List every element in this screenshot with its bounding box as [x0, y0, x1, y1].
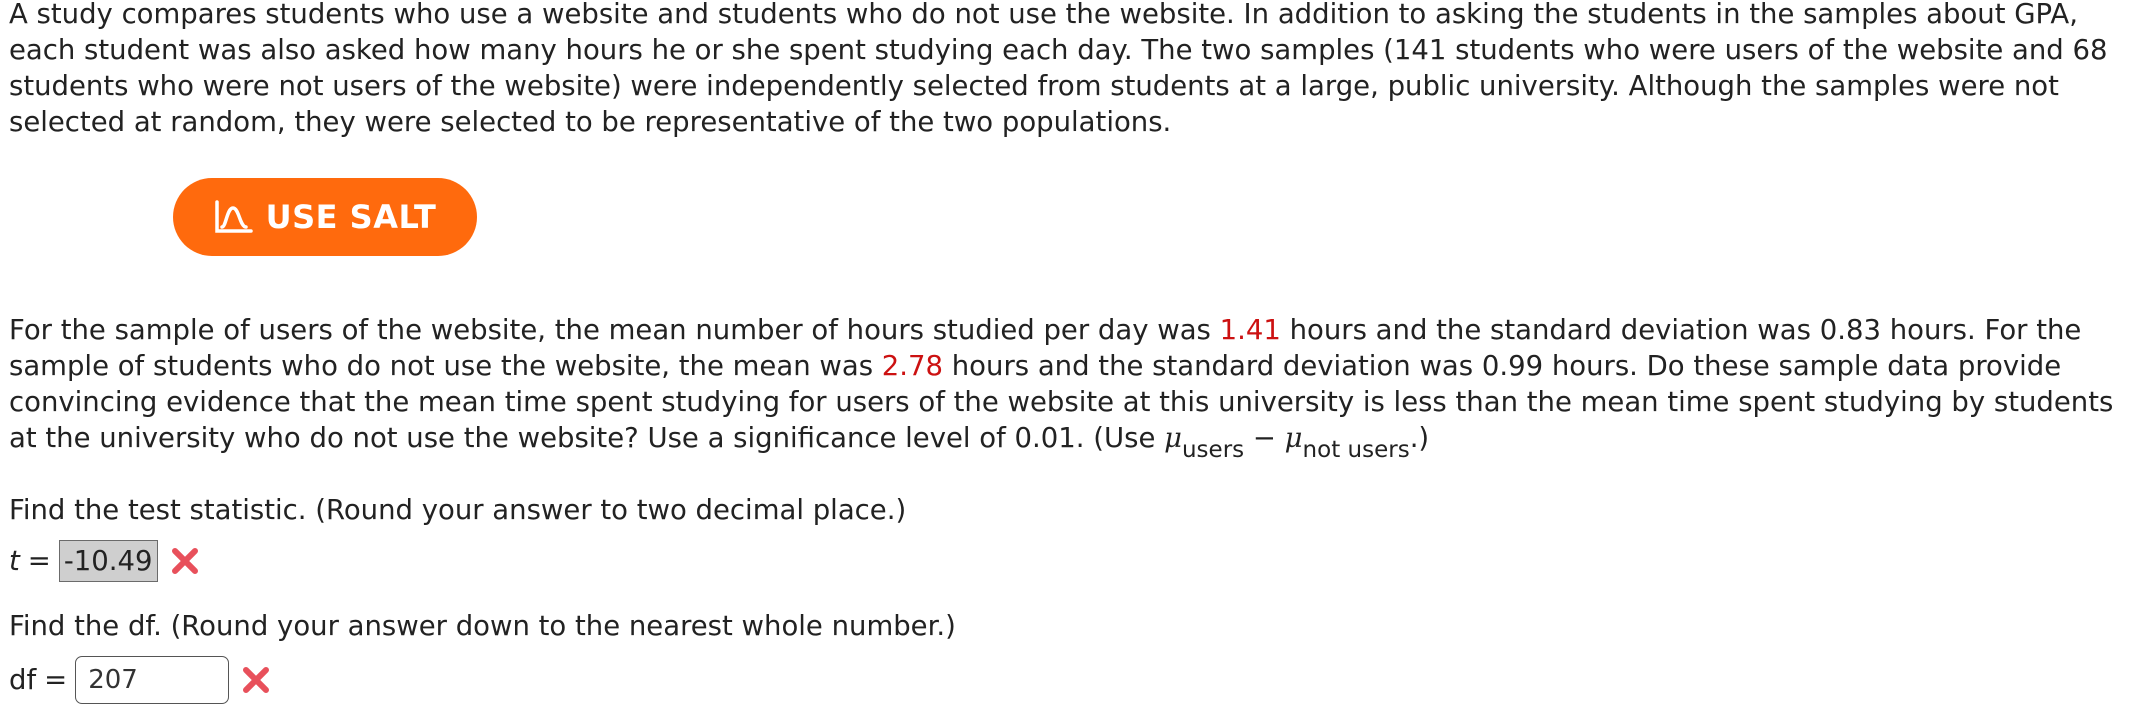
minus-sign: −: [1244, 422, 1285, 454]
incorrect-x-icon: [241, 665, 271, 695]
df-equals-sign: =: [44, 664, 68, 696]
subscript-not-users: not users: [1302, 437, 1410, 463]
salt-chart-icon: [214, 200, 254, 234]
test-statistic-answer-field[interactable]: -10.49: [59, 540, 158, 582]
users-mean-value: 1.41: [1219, 314, 1281, 346]
question-text-1: For the sample of users of the website, the mean number of hours studied per day was: [9, 314, 1220, 346]
df-answer-field[interactable]: 207: [75, 656, 229, 704]
mu-symbol-not-users: μ: [1284, 422, 1303, 454]
test-statistic-answer-row: [9, 539, 200, 583]
question-text-4: .): [1409, 422, 1430, 454]
t-equals-sign: =: [27, 545, 51, 577]
subscript-users: users: [1181, 437, 1245, 463]
test-statistic-prompt: Find the test statistic. (Round your answer to two decimal place.): [9, 494, 907, 526]
mu-symbol-users: μ: [1164, 422, 1182, 454]
df-prompt: Find the df. (Round your answer down to the nearest whole number.): [9, 610, 956, 642]
use-salt-button[interactable]: [173, 178, 477, 256]
t-variable-label: t: [9, 545, 20, 577]
question-text-3: hours and the standard deviation was 0.99 hours. Do these sample data provide convincing evidence that the mean time spent studying for users of the website at this university is less than the mean time spent studying by students at the university who do not use the website? Use a significance level of 0.01. (Use: [9, 350, 2114, 454]
df-variable-label: df: [9, 664, 37, 696]
question-paragraph: [9, 312, 2139, 463]
use-salt-label: USE SALT: [265, 198, 437, 236]
df-answer-row: [9, 655, 271, 705]
incorrect-x-icon: [170, 546, 200, 576]
question-text-2: hours and the standard deviation was 0.83 hours. For the sample of students who do not use the website, the mean was: [9, 314, 2082, 382]
intro-paragraph: A study compares students who use a website and students who do not use the website. In addition to asking the students in the samples about GPA, each student was also asked how many hours he or she spent studying each day. The two samples (141 students who were users of the website and 68 students who were not users of the website) were independently selected from students at a large, public university. Although the samples were not selected at random, they were selected to be representative of the two populations.: [9, 0, 2108, 138]
nonusers-mean-value: 2.78: [881, 350, 944, 382]
